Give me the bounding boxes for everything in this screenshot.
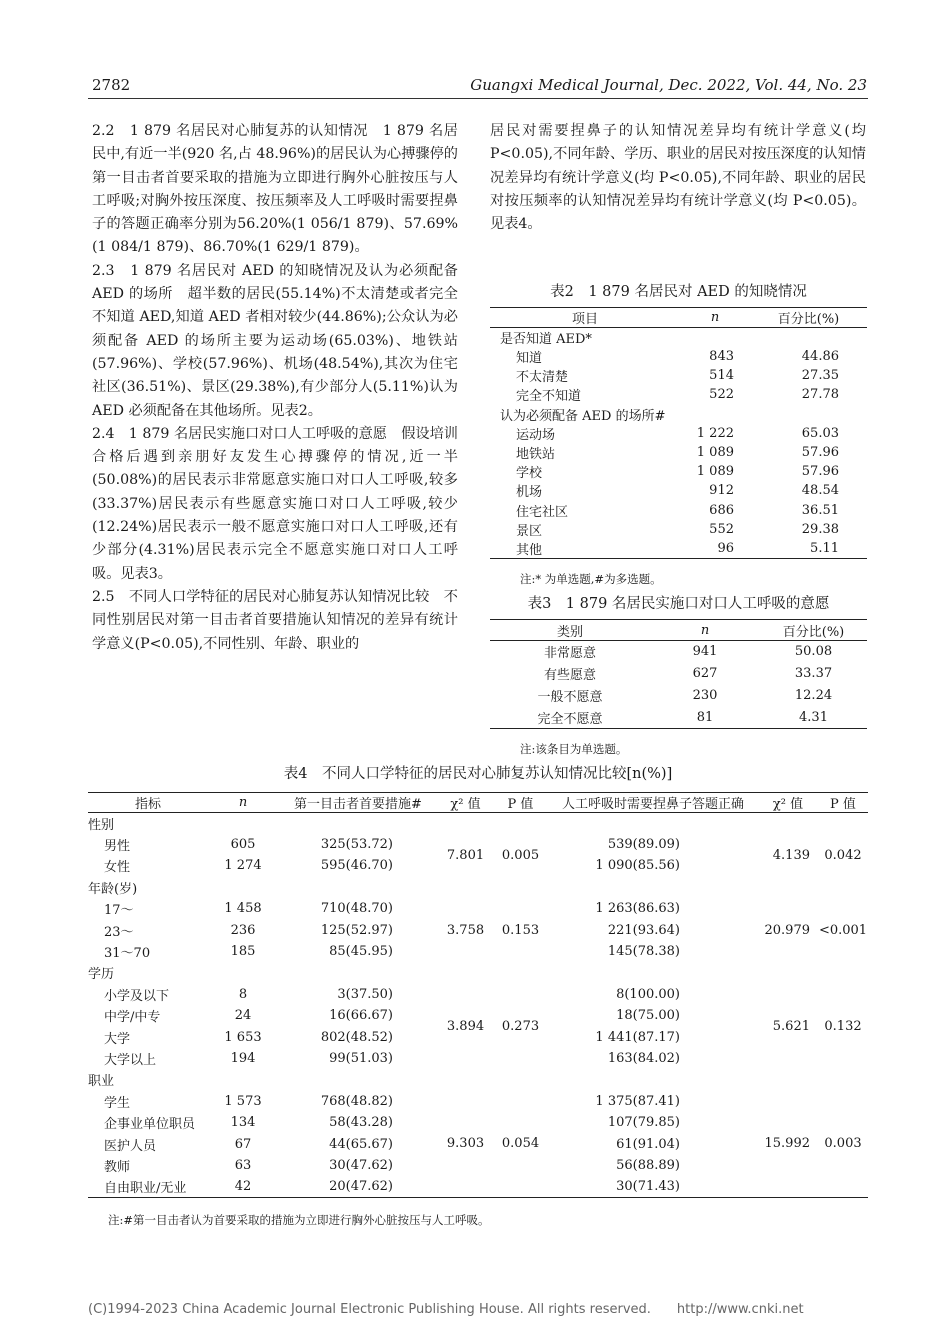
section-2-5-continued: 居民对需要捏鼻子的认知情况差异均有统计学意义(均 P<0.05),不同年龄、学历、职业的居民对按压深度的认知情况差异均有统计学意义(均 P<0.05),不同年龄、职业的居民对按压频率的认知情况差异均有统计学意义(均 P<0.05)。见表4。 [490,123,866,233]
table-row [490,462,867,481]
row-first-measure: 58(43.28) [329,1115,393,1131]
row-n: 1 222 [696,425,734,441]
row-n: 42 [234,1179,252,1195]
p-2: 0.042 [824,847,862,863]
row-n: 63 [234,1157,252,1173]
row-pct: 44.86 [801,349,839,365]
row-first-measure: 3(37.50) [337,986,393,1002]
chi-1: 3.758 [446,922,485,938]
row-pinch-nose: 1 090(85.56) [595,858,680,874]
row-pinch-nose: 61(91.04) [616,1136,680,1152]
table-row [490,328,867,348]
table-row [88,877,868,898]
row-pinch-nose: 221(93.64) [607,922,680,938]
header-item: 项目 [571,312,598,327]
table-4 [88,792,868,1228]
chi-2: 4.139 [772,847,810,863]
header-chi-1: χ² 值 [450,797,481,812]
row-n: 522 [709,387,734,403]
row-n: 67 [234,1136,252,1152]
row-label: 完全不愿意 [537,711,603,727]
row-label: 知道 [516,351,543,367]
row-pct: 33.37 [794,666,833,681]
table-row [88,834,868,855]
table-row [490,405,867,424]
header-first-measure: 第一目击者首要措施# [294,797,422,812]
row-pinch-nose: 56(88.89) [616,1157,680,1173]
chi-1: 9.303 [446,1136,485,1152]
row-label: 中学/中专 [104,1010,161,1026]
row-first-measure: 595(46.70) [320,858,393,874]
row-label: 教师 [104,1159,131,1175]
row-pct: 48.54 [801,483,839,499]
right-column [490,120,866,236]
row-label: 小学及以下 [104,988,170,1004]
table-row [490,424,867,443]
table-3 [490,592,867,757]
row-label: 学生 [104,1095,131,1111]
row-first-measure: 20(47.62) [329,1179,393,1195]
header-n: n [710,310,720,325]
table-row [88,962,868,983]
chi-2: 5.621 [772,1018,810,1034]
row-n: 8 [238,986,248,1002]
chi-1: 7.801 [446,847,485,863]
journal-running-head: Guangxi Medical Journal, Dec. 2022, Vol. 44, No. 23 [470,76,867,94]
row-label: 医护人员 [104,1138,157,1154]
row-label: 非常愿意 [543,646,596,662]
row-first-measure: 125(52.97) [320,922,393,938]
table-row [88,813,868,834]
table-row [490,539,867,559]
row-n: 941 [692,644,718,660]
row-pinch-nose: 145(78.38) [607,944,680,960]
row-n: 552 [709,521,734,537]
table-row [490,641,867,663]
row-first-measure: 802(48.52) [320,1029,393,1045]
table-row [88,1069,868,1090]
row-pct: 57.96 [801,445,839,461]
row-pct: 27.35 [801,368,839,384]
row-pct: 36.51 [801,502,839,518]
table-2-note: 注:* 为单选题,#为多选题。 [520,571,662,586]
row-first-measure: 325(53.72) [320,837,393,853]
table-2-grid [490,307,867,559]
row-pct: 50.08 [794,644,833,660]
row-label: 不太清楚 [516,370,569,386]
left-column [92,120,458,656]
table-4-caption: 表4 不同人口学特征的居民对心肺复苏认知情况比较[n(%)] [283,766,673,782]
row-n: 81 [696,709,714,725]
p-1: 0.054 [501,1136,540,1152]
row-pct: 27.78 [801,387,839,403]
p-1: 0.273 [501,1018,540,1034]
group-label: 认为必须配备 AED 的场所# [500,408,666,424]
header-category: 类别 [556,624,583,640]
row-n: 514 [709,368,734,384]
row-label: 学校 [516,466,543,482]
table-row [490,520,867,539]
group-label: 是否知道 AED* [500,332,592,347]
row-label: 其他 [516,542,543,558]
chi-2: 20.979 [764,922,810,938]
copyright-footer: (C)1994-2023 China Academic Journal Electronic Publishing House. All rights reserved. http://www.cnki.net [88,1302,804,1317]
table-row [490,501,867,520]
header-rule [88,98,868,99]
table-row [88,984,868,1005]
row-label: 自由职业/无业 [104,1181,187,1197]
header-pinch-nose: 人工呼吸时需要捏鼻子答题正确 [561,797,744,812]
table-4-grid [88,792,868,1198]
table-row [88,898,868,919]
row-n: 1 274 [224,858,262,874]
row-label: 地铁站 [516,447,556,463]
row-pinch-nose: 8(100.00) [616,986,680,1002]
p-2: 0.132 [824,1018,862,1034]
table-row [490,385,867,404]
row-label: 住宅社区 [516,504,569,520]
section-2-3: 2.3 1 879 名居民对 AED 的知晓情况及认为必须配备 AED 的场所 超半数的居民(55.14%)不太清楚或者完全不知道 AED,知道 AED 者相对较少(44.86%);公众认为必须配备 AED 的场所主要为运动场(65.03%)、地铁站(57.96%)、学校(57.96%)、机场(48.54%),其次为住宅社区(36.51%)、景区(29.38%),有少部分人(5.11%)认为 AED 必须配备在其他场所。见表2。 [92,262,458,419]
row-label: 一般不愿意 [537,690,603,705]
chi-1: 3.894 [446,1018,485,1034]
p-1: 0.153 [501,922,540,938]
row-label: 运动场 [516,427,556,443]
row-n: 194 [230,1050,256,1066]
page-number: 2782 [92,76,131,94]
row-label: 机场 [516,485,543,501]
row-n: 185 [230,944,256,960]
row-pinch-nose: 1 375(87.41) [595,1093,680,1109]
group-label: 性别 [88,817,115,833]
header-p-2: P 值 [830,797,856,812]
table-row [490,707,867,729]
table-3-caption: 表3 1 879 名居民实施口对口人工呼吸的意愿 [527,596,830,612]
table-3-grid [490,619,867,729]
p-2: 0.003 [824,1136,862,1152]
row-label: 景区 [516,523,543,539]
row-n: 686 [709,502,734,518]
row-n: 912 [709,483,734,499]
table-row [490,685,867,707]
row-n: 627 [692,666,718,681]
header-percent: 百分比(%) [782,624,845,640]
table-4-note: 注:#第一目击者认为首要采取的措施为立即进行胸外心脏按压与人工呼吸。 [108,1213,490,1228]
chi-2: 15.992 [764,1136,810,1152]
row-n: 1 458 [224,901,262,917]
section-2-2: 2.2 1 879 名居民对心肺复苏的认知情况 1 879 名居民中,有近一半(920 名,占 48.96%)的居民认为心搏骤停的第一目击者首要采取的措施为立即进行胸外心脏按压与人工呼吸;对胸外按压深度、按压频率及人工呼吸时需要捏鼻子的答题正确率分别为56.20%(1 056/1 879)、57.69%(1 084/1 879)、86.70%(1 629/1 879)。 [92,123,458,256]
row-label: 女性 [104,860,131,876]
header-percent: 百分比(%) [777,312,840,327]
row-n: 96 [717,540,734,556]
table-header-row [88,793,868,813]
table-header-row [490,308,867,328]
table-row [490,443,867,462]
row-n: 1 653 [224,1029,262,1045]
row-pct: 5.11 [810,540,839,556]
section-2-5: 2.5 不同人口学特征的居民对心肺复苏认知情况比较 不同性别居民对第一目击者首要措施认知情况的差异有统计学意义(P<0.05),不同性别、年龄、职业的 [92,588,458,652]
table-row [490,663,867,685]
row-first-measure: 85(45.95) [329,944,393,960]
table-3-note: 注:该条目为单选题。 [520,742,628,756]
row-n: 1 089 [696,464,734,480]
row-pinch-nose: 1 263(86.63) [595,901,680,917]
row-pinch-nose: 539(89.09) [607,837,680,853]
row-label: 31～70 [104,946,151,962]
row-pct: 12.24 [794,688,833,703]
row-label: 17～ [104,903,134,919]
row-label: 完全不知道 [516,389,582,405]
row-pinch-nose: 107(79.85) [607,1115,680,1131]
row-label: 企事业单位职员 [104,1117,196,1133]
table-row [490,481,867,500]
row-label: 大学以上 [104,1052,157,1068]
row-label: 男性 [104,839,131,855]
row-pct: 65.03 [801,425,839,441]
p-1: 0.005 [501,847,540,863]
header-n: n [700,622,710,638]
row-pinch-nose: 30(71.43) [616,1179,680,1195]
table-row [490,347,867,366]
section-2-4: 2.4 1 879 名居民实施口对口人工呼吸的意愿 假设培训合格后遇到亲朋好友发生心搏骤停的情况,近一半(50.08%)的居民表示非常愿意实施口对口人工呼吸,较多(33.37%)居民表示有些愿意实施口对口人工呼吸,较少(12.24%)居民表示一般不愿意实施口对口人工呼吸,还有少部分(4.31%)居民表示完全不愿意实施口对口人工呼吸。见表3。 [92,425,458,582]
table-2-caption: 表2 1 879 名居民对 AED 的知晓情况 [550,284,807,300]
row-pinch-nose: 1 441(87.17) [595,1029,680,1045]
row-n: 843 [709,349,734,365]
row-n: 605 [230,837,256,853]
row-first-measure: 768(48.82) [320,1093,393,1109]
group-label: 学历 [88,967,115,983]
row-label: 有些愿意 [543,668,596,683]
header-n: n [238,795,248,810]
row-n: 1 573 [224,1093,262,1109]
row-label: 大学 [104,1031,131,1047]
row-n: 236 [230,922,256,938]
row-pinch-nose: 18(75.00) [616,1008,680,1024]
table-header-row [490,620,867,641]
table-2 [490,280,867,587]
table-row [490,366,867,385]
header-chi-2: χ² 值 [772,797,804,812]
row-pct: 57.96 [801,464,839,480]
header-indicator: 指标 [134,797,161,812]
row-n: 230 [692,688,718,703]
row-n: 1 089 [696,445,734,461]
row-first-measure: 99(51.03) [329,1050,393,1066]
row-pct: 29.38 [801,521,839,537]
row-first-measure: 16(66.67) [329,1008,393,1024]
row-pinch-nose: 163(84.02) [607,1050,680,1066]
row-first-measure: 30(47.62) [329,1157,393,1173]
row-n: 24 [234,1008,252,1024]
row-n: 134 [230,1115,256,1131]
row-pct: 4.31 [799,709,828,725]
header-p-1: P 值 [507,797,534,812]
table-row [88,1091,868,1112]
row-first-measure: 44(65.67) [329,1136,393,1152]
p-2: <0.001 [818,922,868,938]
group-label: 年龄(岁) [88,881,138,897]
row-label: 23～ [104,924,134,940]
row-first-measure: 710(48.70) [320,901,393,917]
group-label: 职业 [88,1074,115,1090]
